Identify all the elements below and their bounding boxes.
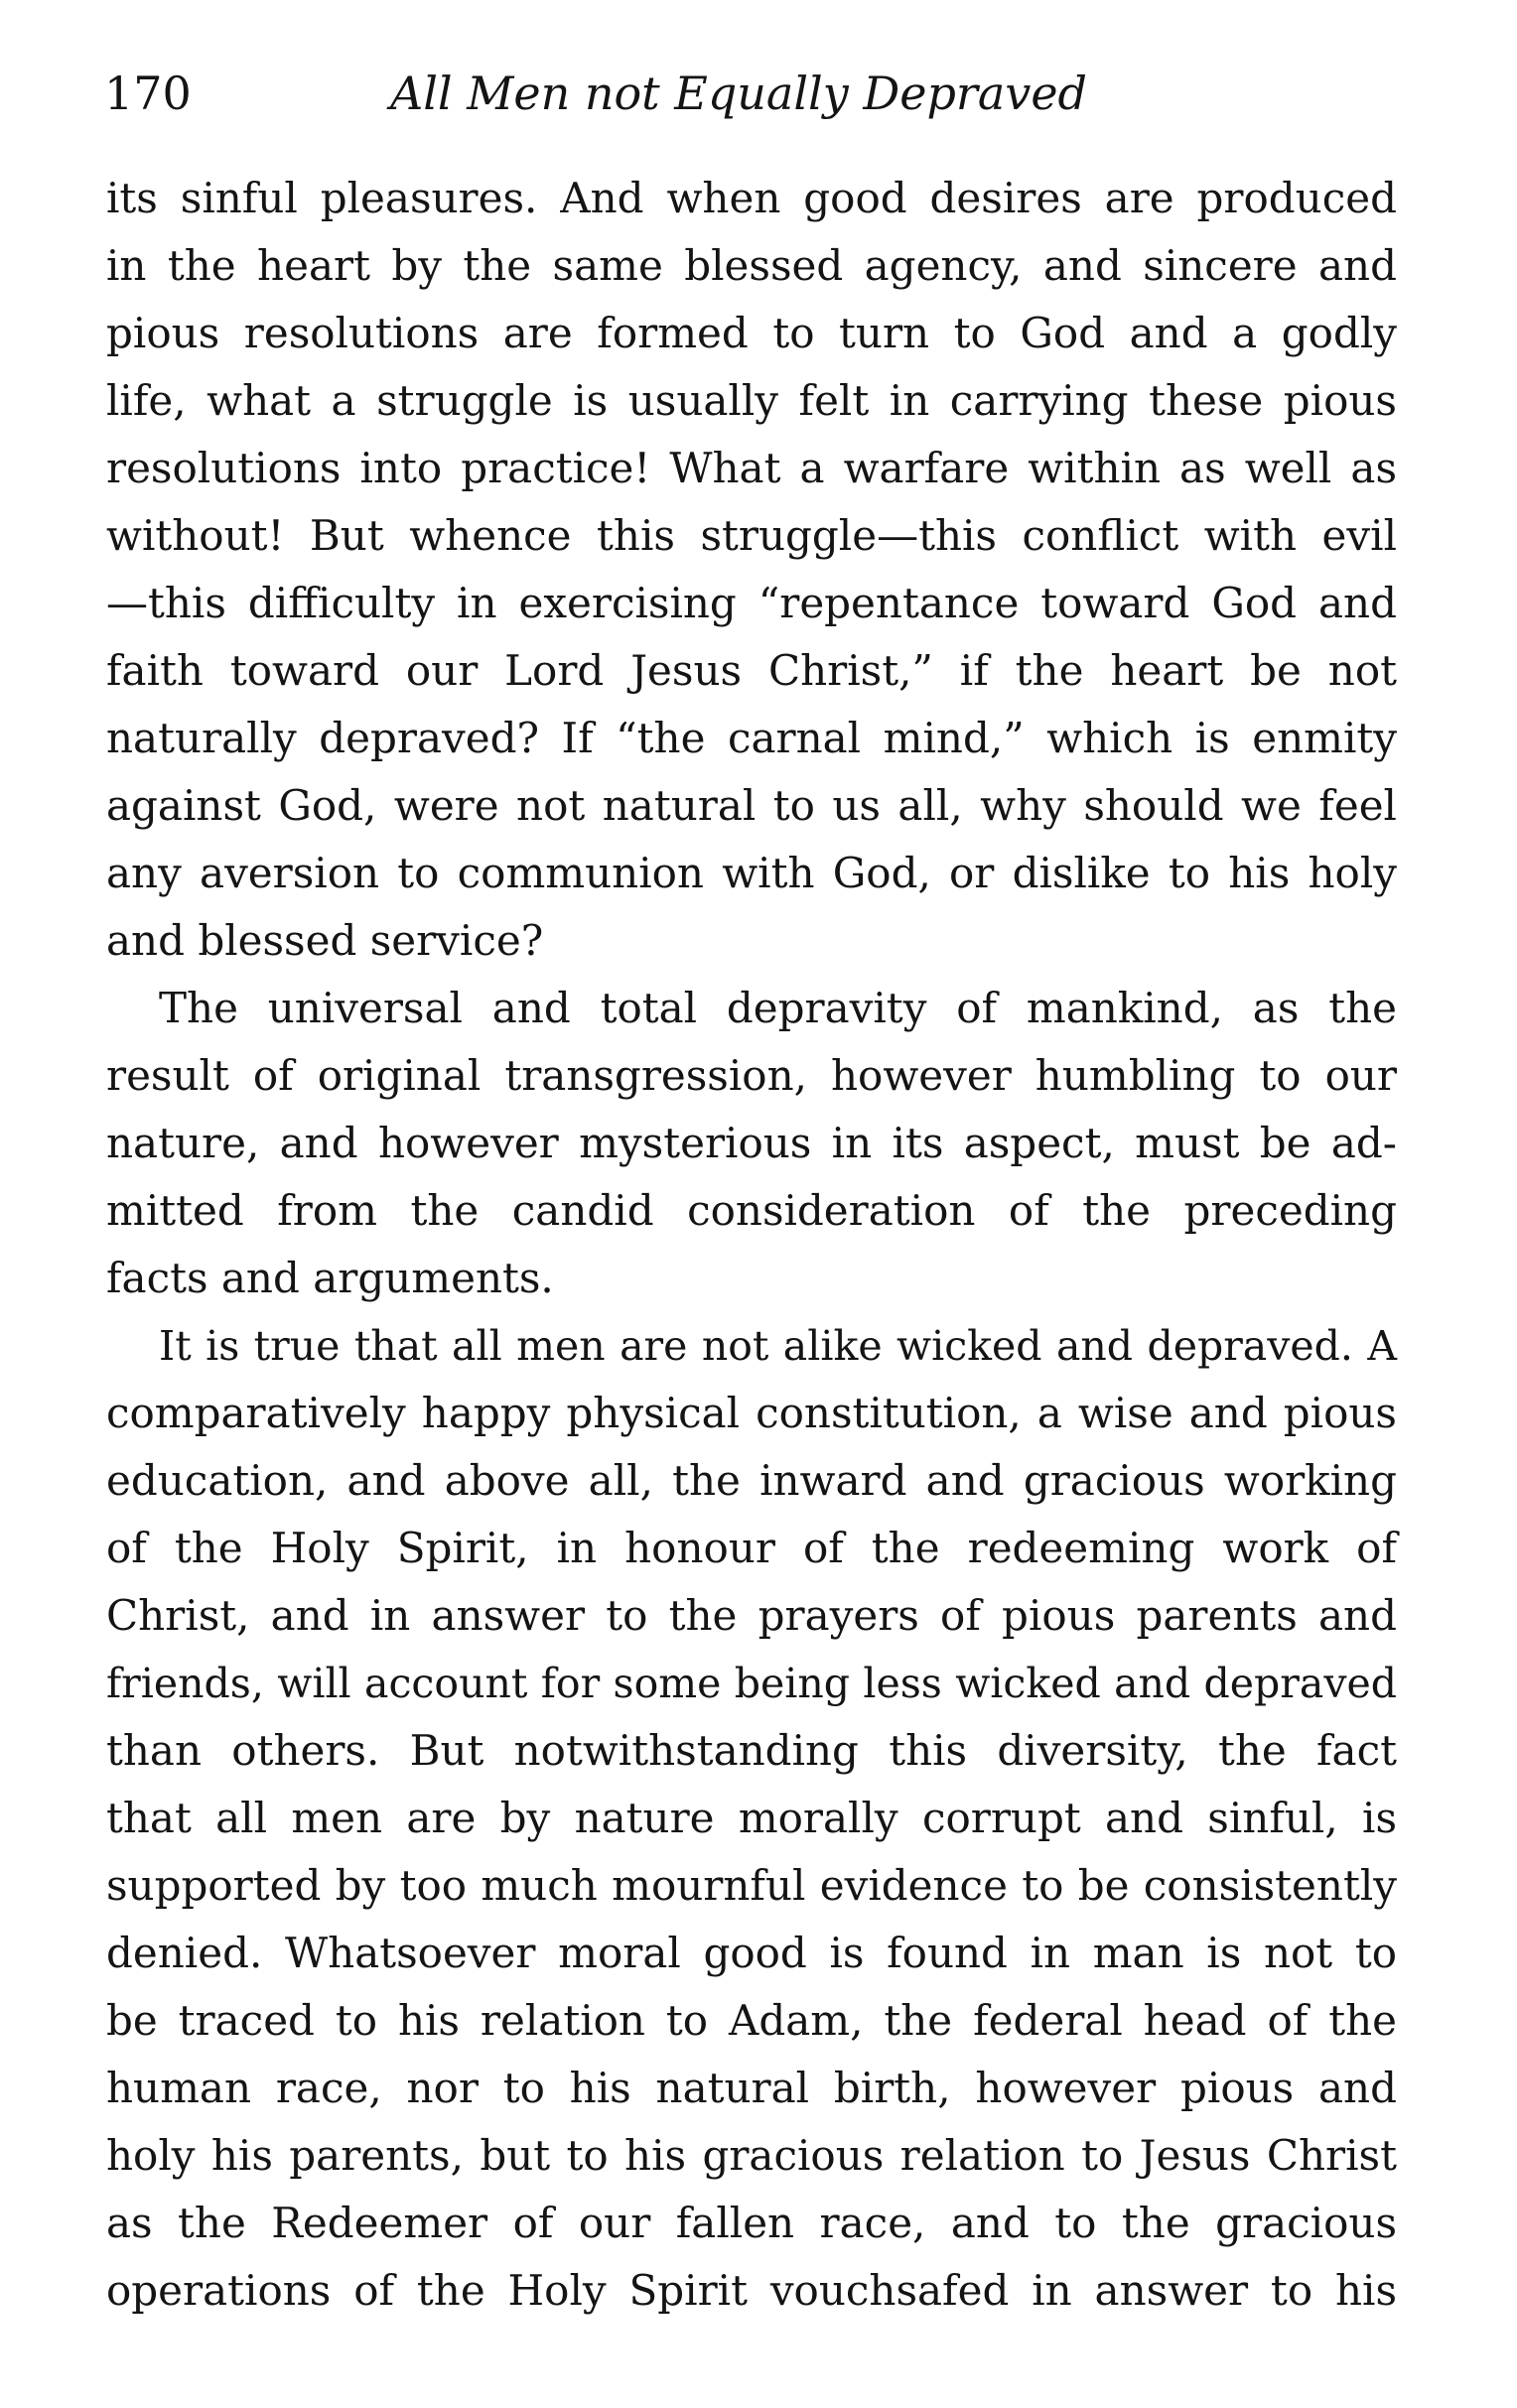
text-line: holy his parents, but to his gracious relation to Jesus Christ <box>106 2131 1397 2180</box>
text-line: friends, will account for some being less wicked and depraved <box>106 1660 1397 1707</box>
text-line: faith toward our Lord Jesus Christ,” if the heart be not <box>106 646 1397 695</box>
text-line: nature, and however mysterious in its aspect, must be ad- <box>106 1119 1397 1167</box>
text-line: supported by too much mournful evidence to be consistently <box>106 1861 1397 1910</box>
text-line: comparatively happy physical constitution, a wise and pious <box>106 1389 1397 1437</box>
page-header <box>104 60 1405 129</box>
page-number: 170 <box>104 67 192 120</box>
text-line: education, and above all, the inward and gracious working <box>106 1456 1397 1505</box>
text-line: that all men are by nature morally corrupt and sinful, is <box>106 1794 1397 1842</box>
text-line: It is true that all men are not alike wicked and depraved. A <box>159 1322 1397 1370</box>
text-line: of the Holy Spirit, in honour of the redeeming work of <box>106 1524 1397 1572</box>
text-line: naturally depraved? If “the carnal mind,” which is enmity <box>106 714 1397 762</box>
text-line: resolutions into practice! What a warfare within as well as <box>106 444 1397 492</box>
text-line: in the heart by the same blessed agency, and sincere and <box>106 241 1397 290</box>
text-line: against God, were not natural to us all, why should we feel <box>106 781 1397 830</box>
text-line: —this difficulty in exercising “repentance toward God and <box>106 579 1397 627</box>
text-line: as the Redeemer of our fallen race, and to the gracious <box>106 2199 1397 2247</box>
text-line: Christ, and in answer to the prayers of pious parents and <box>106 1591 1397 1640</box>
text-line: be traced to his relation to Adam, the federal head of the <box>106 1996 1397 2045</box>
text-line: human race, nor to his natural birth, however pious and <box>106 2064 1397 2112</box>
text-line: life, what a struggle is usually felt in carrying these pious <box>106 376 1397 425</box>
text-line: facts and arguments. <box>106 1254 554 1302</box>
text-line: and blessed service? <box>106 916 544 965</box>
running-title: All Men not Equally Depraved <box>390 67 1087 120</box>
text-line: pious resolutions are formed to turn to God and a godly <box>106 309 1397 357</box>
text-line: denied. Whatsoever moral good is found in man is not to <box>106 1929 1397 1977</box>
text-line: result of original transgression, however humbling to our <box>106 1051 1397 1100</box>
text-line: operations of the Holy Spirit vouchsafed in answer to his <box>106 2266 1397 2315</box>
text-line: The universal and total depravity of mankind, as the <box>159 984 1397 1032</box>
text-line: its sinful pleasures. And when good desires are produced <box>106 174 1397 222</box>
text-line: any aversion to communion with God, or dislike to his holy <box>106 849 1397 897</box>
text-line: without! But whence this struggle—this conflict with evil <box>106 511 1397 560</box>
text-line: mitted from the candid consideration of the preceding <box>106 1186 1397 1235</box>
text-line: than others. But notwithstanding this diversity, the fact <box>106 1726 1397 1775</box>
